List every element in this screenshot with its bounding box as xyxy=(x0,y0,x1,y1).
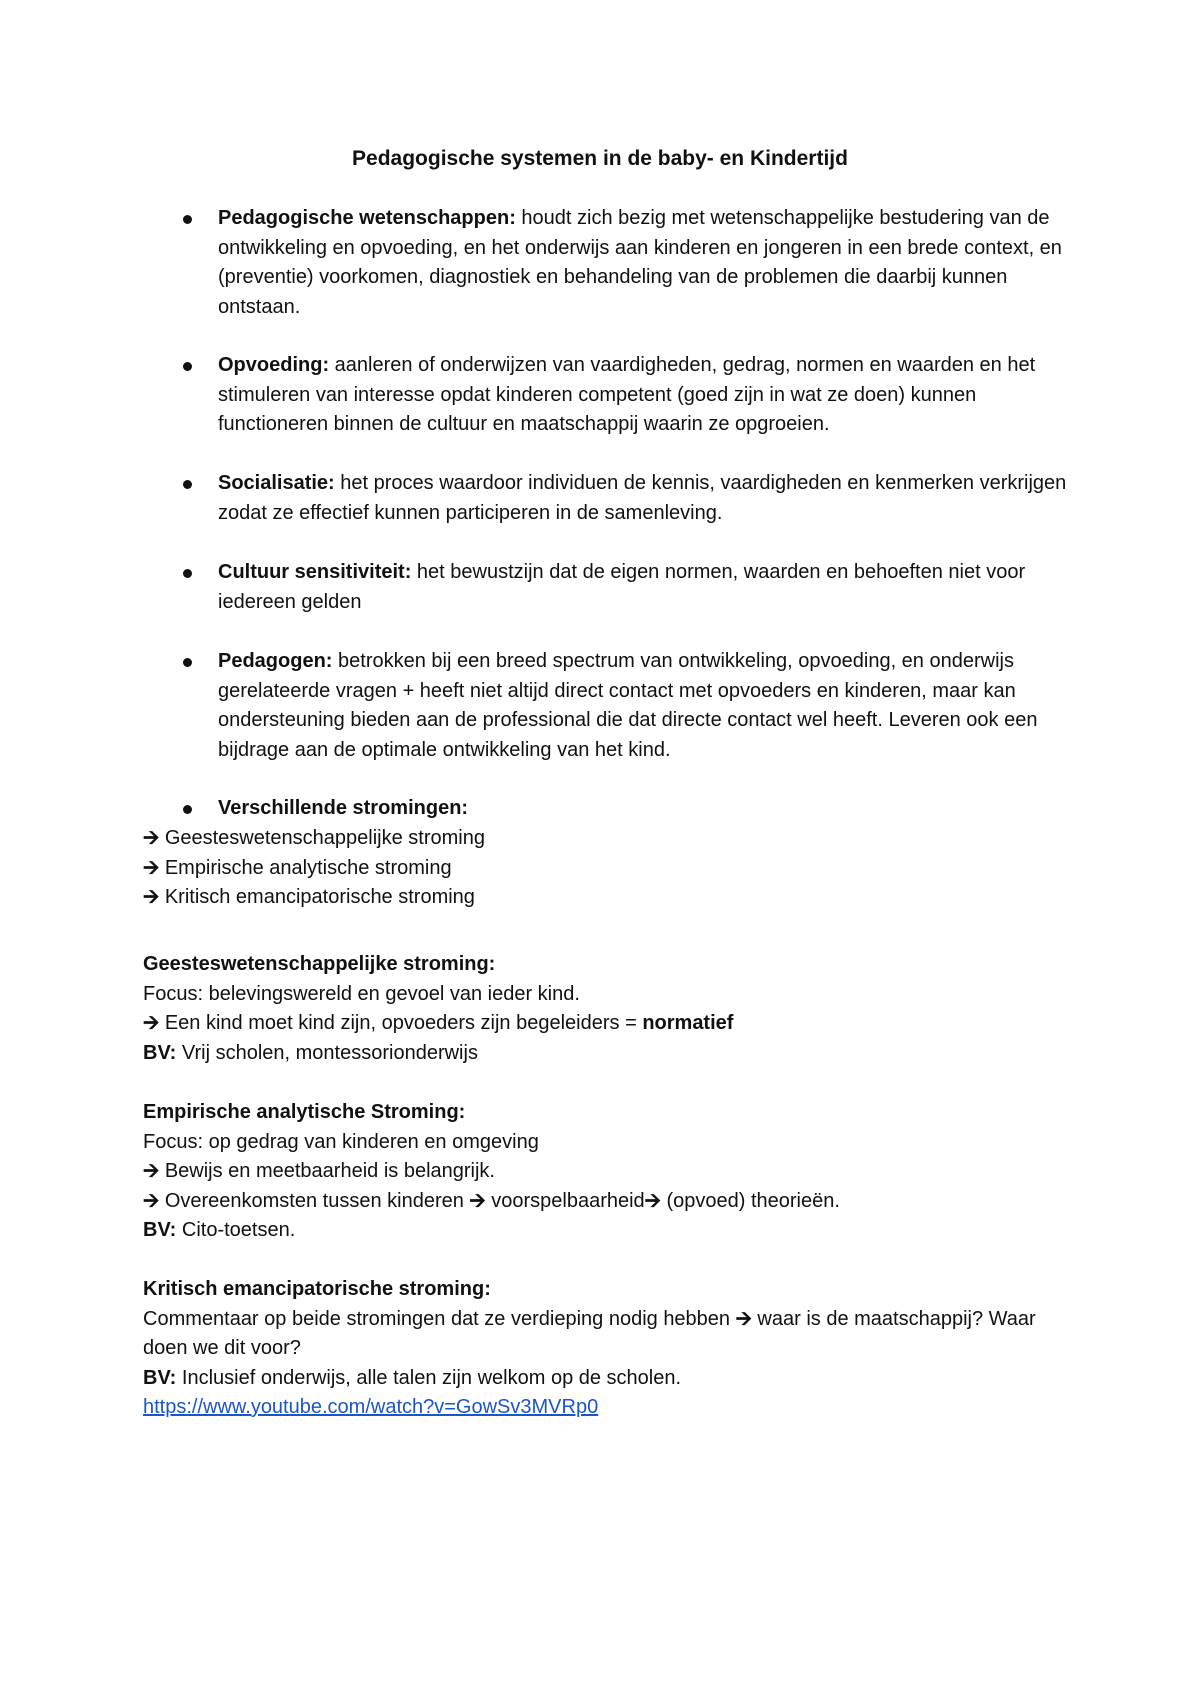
bullet-icon xyxy=(183,569,192,578)
youtube-link-line xyxy=(143,1393,1063,1423)
example-text: Vrij scholen, montessorionderwijs xyxy=(176,1041,478,1064)
commentary-text xyxy=(143,1305,1063,1364)
term-label: Verschillende stromingen: xyxy=(218,797,469,819)
arrow-right-icon: 🡪 xyxy=(735,1307,752,1330)
bullet-icon xyxy=(183,362,192,371)
arrow-right-icon: 🡪 xyxy=(143,1189,160,1212)
term-label: Socialisatie: xyxy=(218,472,335,494)
arrow-right-icon: 🡪 xyxy=(143,886,160,908)
arrow-line xyxy=(143,1187,1063,1217)
bullet-icon xyxy=(183,805,192,814)
arrow-line-text: Bewijs en meetbaarheid is belangrijk. xyxy=(164,1160,495,1182)
list-item-text: Empirische analytische stroming xyxy=(164,856,452,879)
section-heading: Kritisch emancipatorische stroming: xyxy=(143,1278,491,1300)
example-label: BV: xyxy=(143,1219,177,1241)
example-label: BV: xyxy=(143,1366,177,1389)
arrow-line xyxy=(143,1009,1063,1039)
section-heading: Empirische analytische Stroming: xyxy=(143,1101,466,1123)
list-item-text xyxy=(218,558,1078,617)
arrow-line-text: voorspelbaarheid xyxy=(485,1189,645,1212)
stromingen-list xyxy=(143,824,485,913)
page-title: Pedagogische systemen in de baby- en Kindertijd xyxy=(352,147,848,170)
arrow-right-icon: 🡪 xyxy=(143,856,160,879)
example-label: BV: xyxy=(143,1041,177,1064)
list-item-text: Geesteswetenschappelijke stroming xyxy=(164,827,485,849)
list-item-text xyxy=(218,647,1078,765)
arrow-right-icon: 🡪 xyxy=(143,1012,160,1034)
bullet-icon xyxy=(183,215,192,224)
term-definition: het proces waardoor individuen de kennis, vaardigheden en kenmerken verkrijgen zodat ze effectief kunnen participeren in de samenleving. xyxy=(218,472,1067,524)
list-item-text xyxy=(218,794,1078,824)
example-text: Cito-toetsen. xyxy=(176,1219,296,1241)
term-label: Pedagogen: xyxy=(218,650,333,672)
term-definition: aanleren of onderwijzen van vaardigheden, gedrag, normen en waarden en het stimuleren van interesse opdat kinderen competent (goed zijn in wat ze doen) kunnen functioneren binnen de cultuur en maatschappij waarin ze opgroeien. xyxy=(218,354,1036,435)
arrow-line-text: Een kind moet kind zijn, opvoeders zijn begeleiders = xyxy=(164,1012,643,1034)
term-definition: houdt zich bezig met wetenschappelijke bestudering van de ontwikkeling en opvoeding, en het onderwijs aan kinderen en jongeren in een brede context, en (preventie) voorkomen, diagnostiek en behandeling van de problemen die daarbij kunnen ontstaan. xyxy=(218,207,1062,318)
arrow-right-icon: 🡪 xyxy=(143,827,160,849)
term-label: Pedagogische wetenschappen: xyxy=(218,207,516,229)
example-line xyxy=(143,1039,1063,1069)
arrow-right-icon: 🡪 xyxy=(644,1189,661,1212)
youtube-link[interactable]: https://www.youtube.com/watch?v=GowSv3MVRp0 xyxy=(143,1396,599,1418)
list-item-text xyxy=(218,204,1078,322)
term-label: Cultuur sensitiviteit: xyxy=(218,561,412,583)
commentary-part: waar is de maatschappij? Waar doen we dit voor? xyxy=(143,1307,1036,1359)
arrow-right-icon: 🡪 xyxy=(143,1160,160,1182)
commentary-part: Commentaar op beide stromingen dat ze verdieping nodig hebben xyxy=(143,1307,736,1330)
list-item xyxy=(143,883,485,913)
section-empirisch xyxy=(143,1098,1063,1246)
term-definition: het bewustzijn dat de eigen normen, waarden en behoeften niet voor iedereen gelden xyxy=(218,561,1026,613)
example-line xyxy=(143,1216,1063,1246)
section-heading: Geesteswetenschappelijke stroming: xyxy=(143,953,496,975)
arrow-line-text: Overeenkomsten tussen kinderen xyxy=(164,1189,470,1212)
example-line xyxy=(143,1364,1063,1394)
section-geesteswetenschappelijk xyxy=(143,950,1063,1068)
example-text: Inclusief onderwijs, alle talen zijn welkom op de scholen. xyxy=(176,1366,682,1389)
arrow-right-icon: 🡪 xyxy=(469,1189,486,1212)
arrow-line xyxy=(143,1157,1063,1187)
arrow-line-text: (opvoed) theorieën. xyxy=(660,1189,840,1212)
list-item xyxy=(143,854,485,884)
bullet-icon xyxy=(183,658,192,667)
bullet-icon xyxy=(183,480,192,489)
list-item-text: Kritisch emancipatorische stroming xyxy=(164,886,475,908)
focus-line: Focus: op gedrag van kinderen en omgeving xyxy=(143,1130,539,1153)
term-definition: betrokken bij een breed spectrum van ontwikkeling, opvoeding, en onderwijs gerelateerde vragen + heeft niet altijd direct contact met opvoeders en kinderen, maar kan ondersteuning bieden aan de professional die dat directe contact wel heeft. Leveren ook een bijdrage aan de optimale ontwikkeling van het kind. xyxy=(218,650,1038,761)
term-label: Opvoeding: xyxy=(218,354,330,376)
list-item-text xyxy=(218,351,1078,440)
emphasis-text: normatief xyxy=(642,1012,734,1034)
section-kritisch xyxy=(143,1275,1063,1423)
list-item xyxy=(143,824,485,854)
focus-line: Focus: belevingswereld en gevoel van ieder kind. xyxy=(143,982,580,1005)
list-item-text xyxy=(218,469,1078,528)
